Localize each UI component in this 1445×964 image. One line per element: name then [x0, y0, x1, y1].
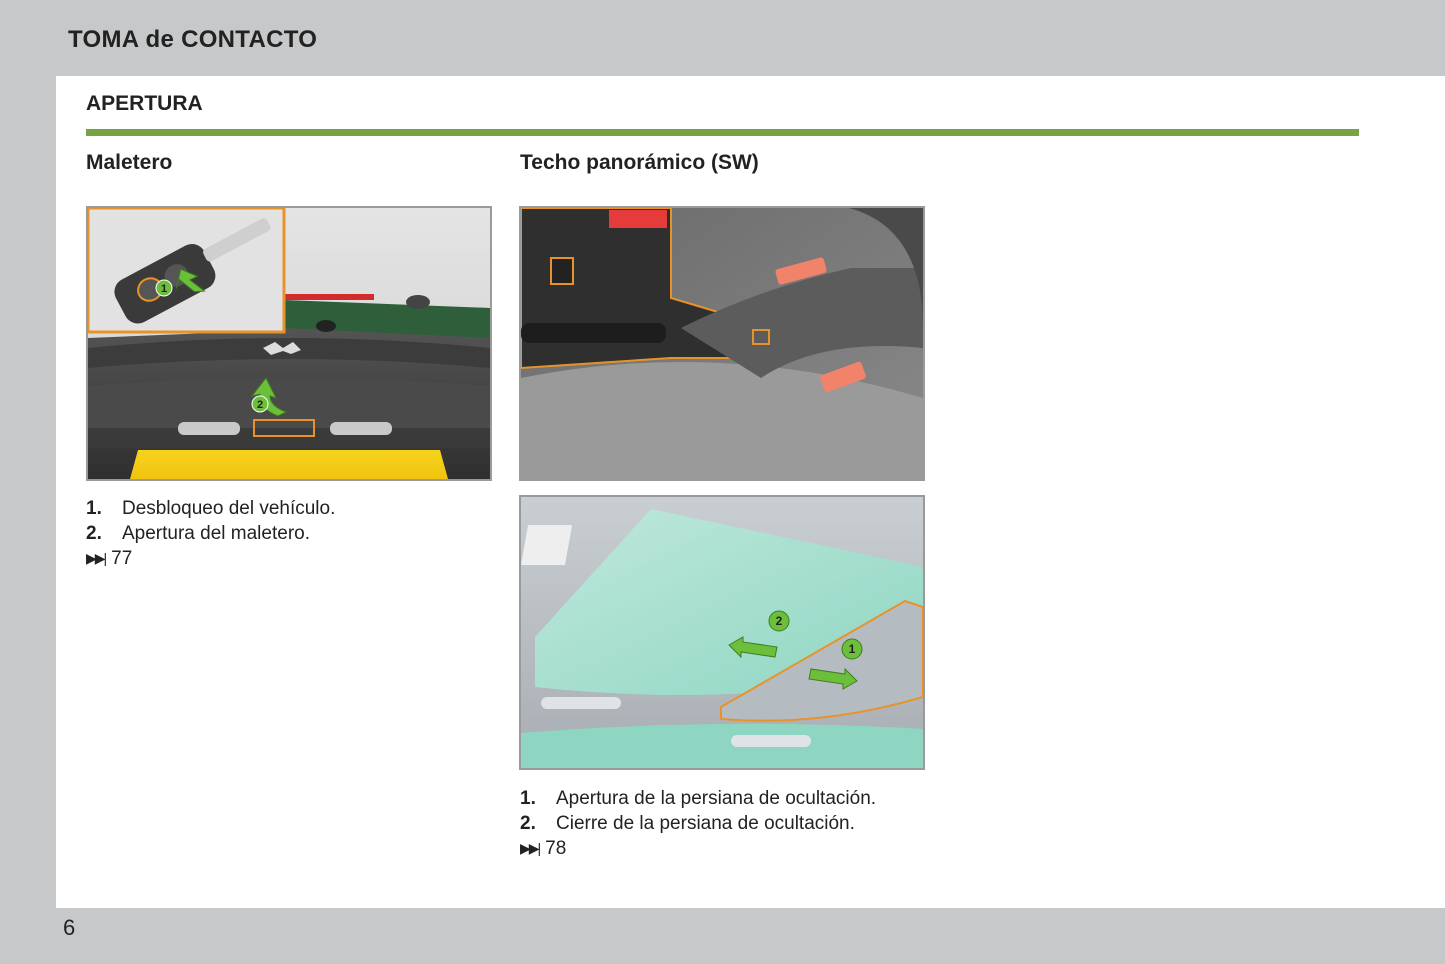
manual-page [56, 76, 1445, 908]
list-item: 2. Apertura del maletero. [86, 523, 310, 544]
trunk-callout-2: 2 [256, 399, 264, 411]
section-divider [86, 129, 1359, 136]
list-item: 1. Apertura de la persiana de ocultación. [520, 788, 877, 809]
page-reference-link[interactable]: ▶▶| 78 [520, 838, 567, 859]
sunroof-legend [520, 786, 876, 861]
page-reference-link[interactable]: ▶▶| 77 [86, 548, 133, 569]
next-page-icon: ▶▶| [86, 550, 106, 566]
list-item: 2. Cierre de la persiana de ocultación. [520, 813, 855, 834]
next-page-icon: ▶▶| [520, 840, 540, 856]
sunroof-callout-2: 2 [775, 614, 783, 628]
page-number: 6 [63, 915, 76, 940]
trunk-illustration [86, 206, 492, 481]
trunk-heading: Maletero [86, 151, 173, 174]
sunroof-callout-1: 1 [848, 642, 856, 656]
list-item: 1. Desbloqueo del vehículo. [86, 498, 336, 519]
trunk-legend [86, 496, 335, 571]
console-illustration [519, 206, 925, 481]
section-title: APERTURA [86, 92, 203, 115]
trunk-callout-1: 1 [160, 283, 168, 295]
sunroof-heading: Techo panorámico (SW) [520, 151, 759, 174]
chapter-title: TOMA de CONTACTO [68, 26, 318, 53]
sunroof-illustration [519, 495, 925, 770]
